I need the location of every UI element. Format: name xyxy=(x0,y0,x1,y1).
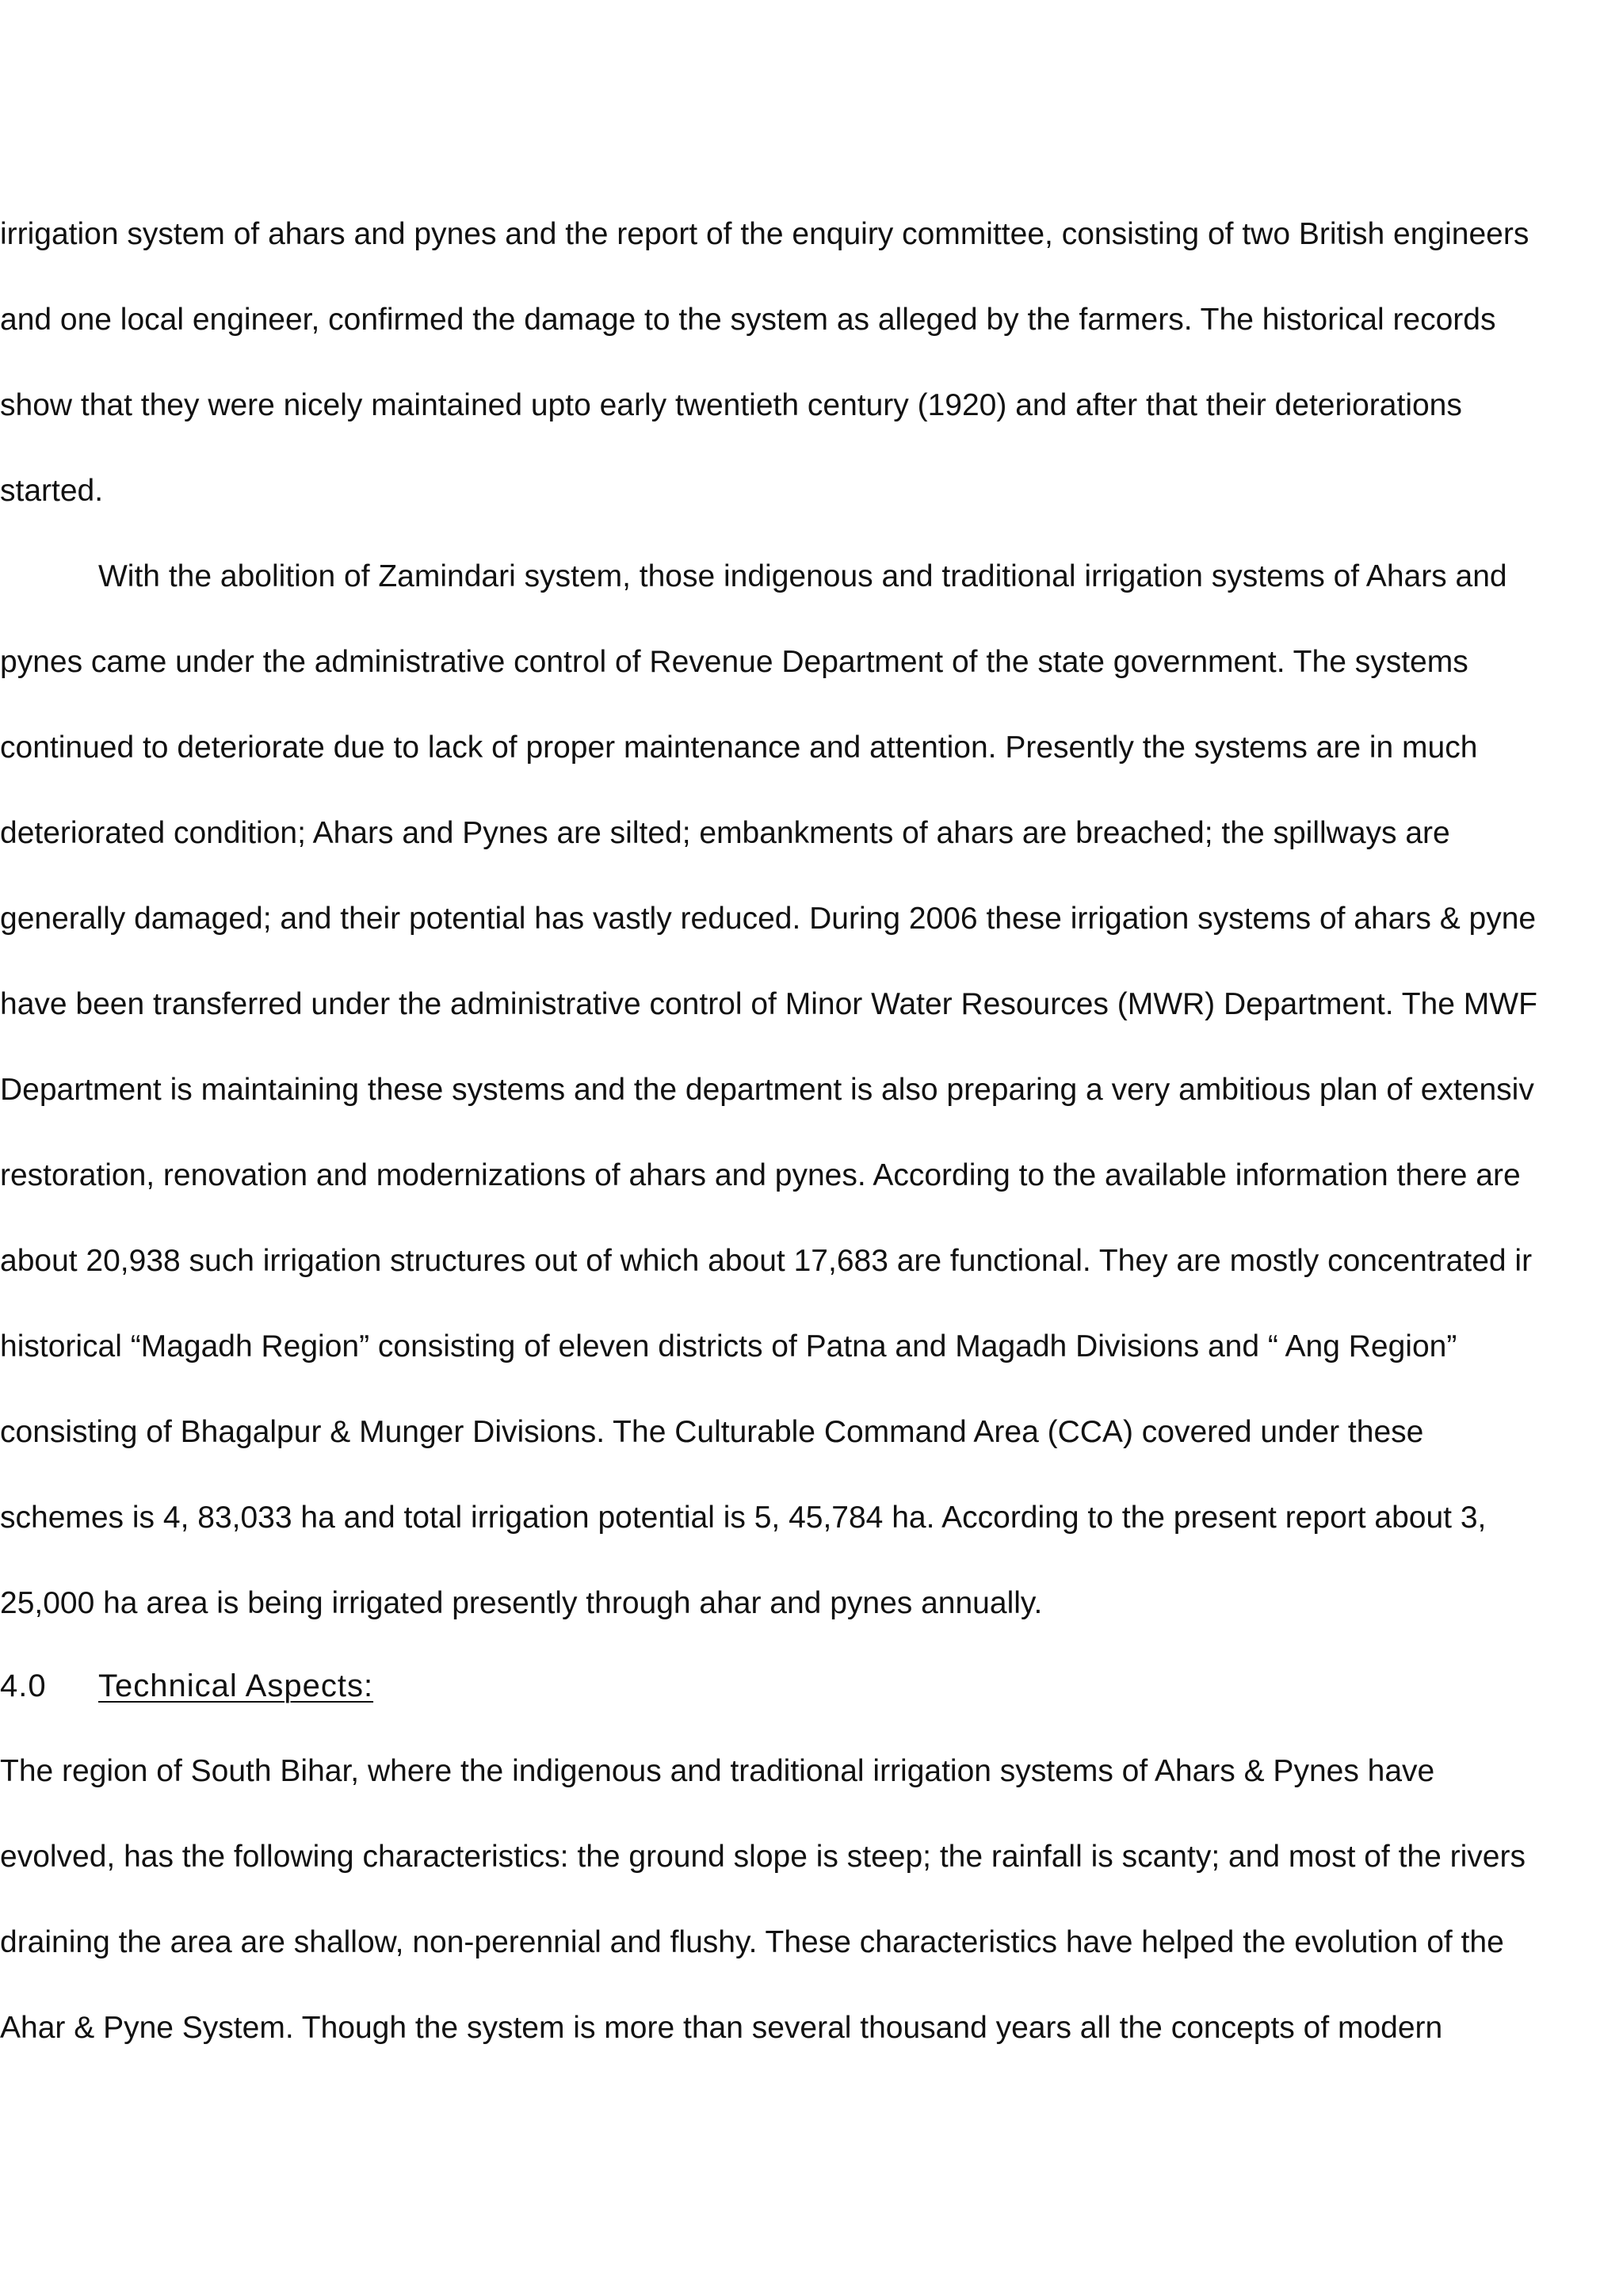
paragraph-2-line-5: generally damaged; and their potential has vastly reduced. During 2006 these irrigation systems of ahars & pyne xyxy=(0,902,1537,936)
paragraph-1-line-1: irrigation system of ahars and pynes and the report of the enquiry committee, consisting of two British engineers xyxy=(0,217,1529,251)
paragraph-1-line-4: started. xyxy=(0,474,104,508)
paragraph-2-line-7: Department is maintaining these systems and the department is also preparing a very ambitious plan of extensiv xyxy=(0,1073,1534,1107)
paragraph-3-line-2: evolved, has the following characteristics: the ground slope is steep; the rainfall is scanty; and most of the rivers xyxy=(0,1840,1526,1874)
section-number: 4.0 xyxy=(0,1669,47,1703)
paragraph-2-line-8: restoration, renovation and modernizations of ahars and pynes. According to the available information there are xyxy=(0,1158,1521,1192)
section-heading xyxy=(0,1643,1623,1729)
paragraph-2-line-11: consisting of Bhagalpur & Munger Divisions. The Culturable Command Area (CCA) covered under these xyxy=(0,1415,1424,1449)
paragraph-2-line-1: With the abolition of Zamindari system, those indigenous and traditional irrigation systems of Ahars and xyxy=(98,559,1507,593)
paragraph-1-line-3: show that they were nicely maintained upto early twentieth century (1920) and after that their deteriorations xyxy=(0,388,1462,422)
paragraph-3-line-3: draining the area are shallow, non-perennial and flushy. These characteristics have helped the evolution of the xyxy=(0,1925,1504,1959)
paragraph-1-line-2: and one local engineer, confirmed the damage to the system as alleged by the farmers. The historical records xyxy=(0,303,1496,337)
paragraph-2-line-12: schemes is 4, 83,033 ha and total irrigation potential is 5, 45,784 ha. According to the present report about 3, xyxy=(0,1501,1487,1535)
paragraph-2-line-9: about 20,938 such irrigation structures out of which about 17,683 are functional. They are mostly concentrated ir xyxy=(0,1244,1533,1278)
section-title: Technical Aspects: xyxy=(98,1669,374,1703)
paragraph-2-line-13: 25,000 ha area is being irrigated presently through ahar and pynes annually. xyxy=(0,1586,1043,1620)
paragraph-2-line-3: continued to deteriorate due to lack of proper maintenance and attention. Presently the systems are in much xyxy=(0,730,1478,765)
paragraph-3-line-4: Ahar & Pyne System. Though the system is more than several thousand years all the concepts of modern xyxy=(0,2011,1443,2045)
paragraph-3-line-1: The region of South Bihar, where the indigenous and traditional irrigation systems of Ahars & Pynes have xyxy=(0,1754,1435,1788)
paragraph-2-line-4: deteriorated condition; Ahars and Pynes are silted; embankments of ahars are breached; the spillways are xyxy=(0,816,1450,850)
paragraph-2-line-10: historical “Magadh Region” consisting of eleven districts of Patna and Magadh Divisions and “ Ang Region” xyxy=(0,1329,1457,1363)
paragraph-2-line-2: pynes came under the administrative control of Revenue Department of the state government. The systems xyxy=(0,645,1468,679)
paragraph-2-line-6: have been transferred under the administrative control of Minor Water Resources (MWR) Department. The MWF xyxy=(0,987,1537,1021)
